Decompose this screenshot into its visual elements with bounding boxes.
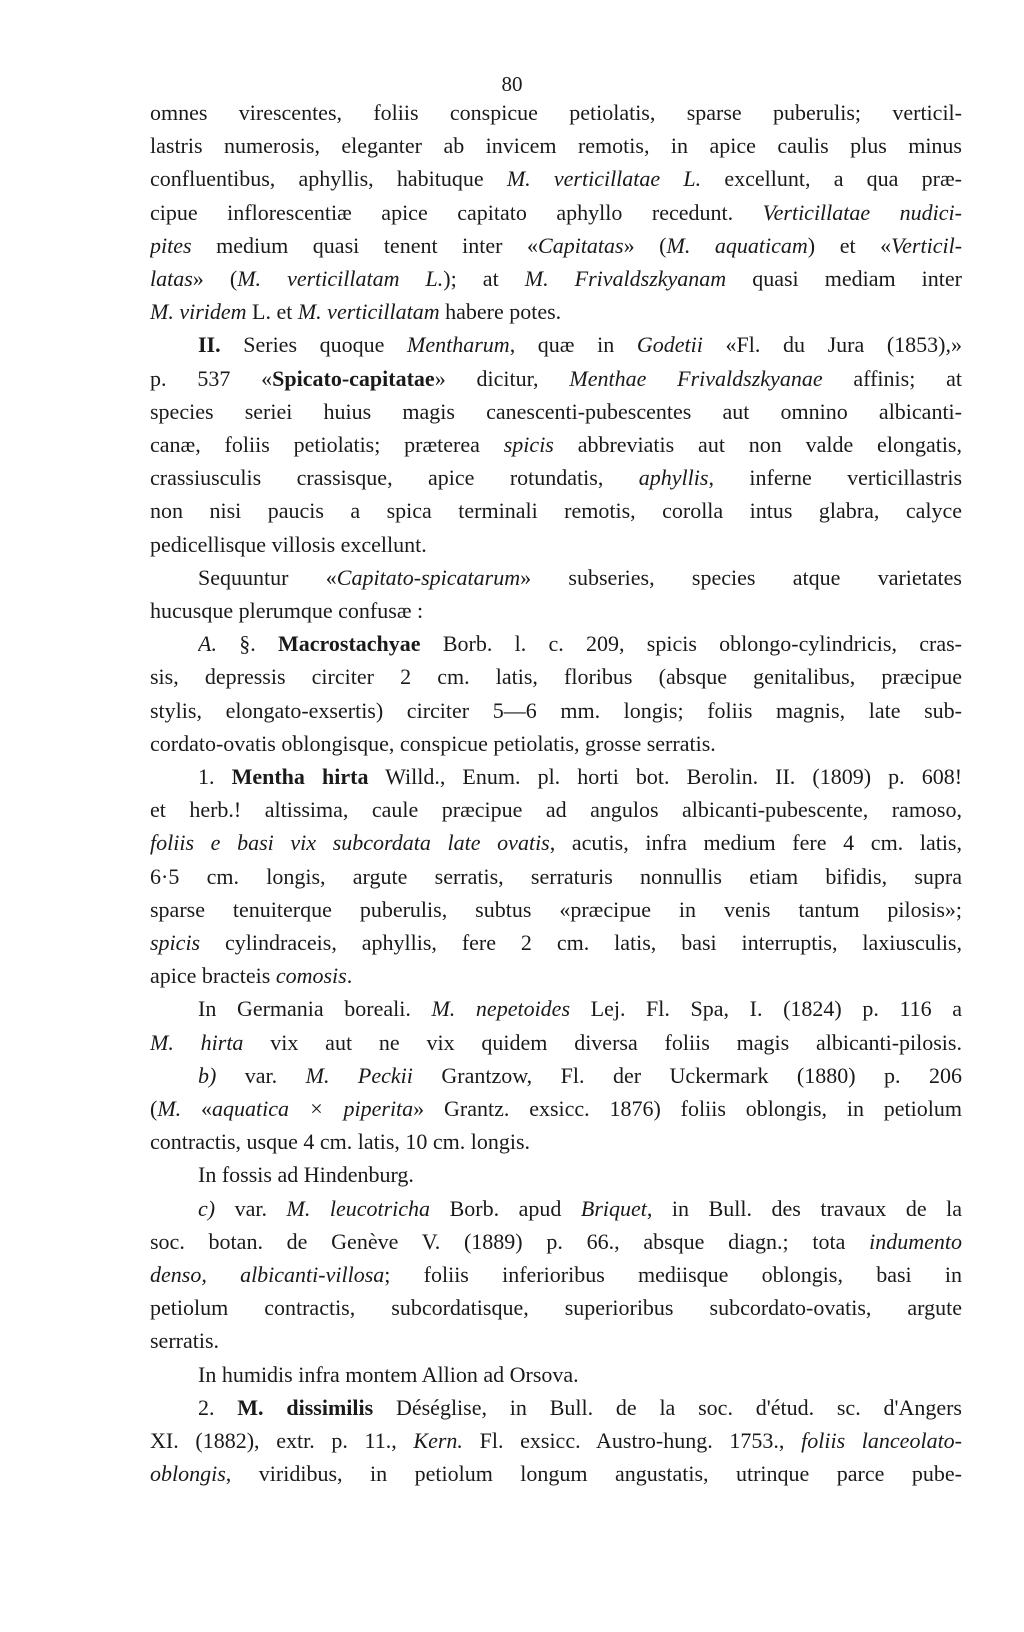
text-line: 2. M. dissimilis Déséglise, in Bull. de la soc. d'étud. sc. d'Angers: [198, 1394, 962, 1420]
text-line: denso, albicanti-villosa; foliis inferioribus mediisque oblongis, basi in: [150, 1262, 962, 1287]
text-line: sparse tenuiterque puberulis, subtus «præcipue in venis tantum pilosis»;: [150, 896, 962, 922]
text-line: A. §. Macrostachyae Borb. l. c. 209, spicis oblongo-cylindricis, cras-: [198, 631, 962, 657]
text-line: omnes virescentes, foliis conspicue petiolatis, sparse puberulis; verticil-: [150, 100, 962, 125]
text-line: In humidis infra montem Allion ad Orsova.: [198, 1361, 579, 1387]
text-line: II. Series quoque Mentharum, quæ in Godetii «Fl. du Jura (1853),»: [198, 332, 962, 358]
text-line: apice bracteis comosis.: [150, 963, 353, 989]
text-line: crassiusculis crassisque, apice rotundatis, aphyllis, inferne verticillastris: [150, 465, 962, 491]
text-line: oblongis, viridibus, in petiolum longum angustatis, utrinque parce pube-: [150, 1461, 962, 1487]
text-line: p. 537 «Spicato-capitatae» dicitur, Menthae Frivaldszkyanae affinis; at: [150, 365, 962, 391]
text-line: latas» (M. verticillatam L.); at M. Frivaldszkyanam quasi mediam inter: [150, 266, 962, 291]
text-line: c) var. M. leucotricha Borb. apud Briquet, in Bull. des travaux de la: [198, 1195, 962, 1221]
text-line: sis, depressis circiter 2 cm. latis, floribus (absque genitalibus, præcipue: [150, 664, 962, 690]
text-line: In Germania boreali. M. nepetoides Lej. Fl. Spa, I. (1824) p. 116 a: [198, 996, 962, 1022]
text-line: non nisi paucis a spica terminali remotis, corolla intus glabra, calyce: [150, 498, 962, 524]
text-line: (M. «aquatica × piperita» Grantz. exsicc. 1876) foliis oblongis, in petiolum: [150, 1096, 962, 1121]
text-line: serratis.: [150, 1328, 220, 1354]
text-line: confluentibus, aphyllis, habituque M. verticillatae L. excellunt, a qua præ-: [150, 166, 962, 192]
text-line: 6·5 cm. longis, argute serratis, serraturis nonnullis etiam bifidis, supra: [150, 863, 962, 889]
text-line: lastris numerosis, eleganter ab invicem remotis, in apice caulis plus minus: [150, 133, 962, 159]
text-line: species seriei huius magis canescenti-pubescentes aut omnino albicanti-: [150, 398, 962, 424]
text-line: hucusque plerumque confusæ :: [150, 598, 424, 623]
text-line: pites medium quasi tenent inter «Capitatas» (M. aquaticam) et «Verticil-: [150, 232, 962, 258]
text-line: M. hirta vix aut ne vix quidem diversa foliis magis albicanti-pilosis.: [150, 1029, 962, 1055]
page-number: 80: [501, 72, 523, 96]
text-line: b) var. M. Peckii Grantzow, Fl. der Uckermark (1880) p. 206: [198, 1062, 962, 1088]
text-line: M. viridem L. et M. verticillatam habere potes.: [150, 299, 562, 325]
text-line: pedicellisque villosis excellunt.: [150, 531, 427, 557]
text-line: soc. botan. de Genève V. (1889) p. 66., absque diagn.; tota indumento: [150, 1228, 962, 1254]
text-line: contractis, usque 4 cm. latis, 10 cm. longis.: [150, 1129, 531, 1155]
text-line: cipue inflorescentiæ apice capitato aphyllo recedunt. Verticillatae nudici-: [150, 199, 962, 225]
text-line: 1. Mentha hirta Willd., Enum. pl. horti bot. Berolin. II. (1809) p. 608!: [198, 764, 962, 789]
text-line: spicis cylindraceis, aphyllis, fere 2 cm. latis, basi interruptis, laxiusculis,: [150, 930, 962, 955]
text-line: XI. (1882), extr. p. 11., Kern. Fl. exsicc. Austro-hung. 1753., foliis lanceolato-: [150, 1428, 962, 1453]
text-line: petiolum contractis, subcordatisque, superioribus subcordato-ovatis, argute: [150, 1295, 962, 1321]
text-line: foliis e basi vix subcordata late ovatis, acutis, infra medium fere 4 cm. latis,: [150, 830, 962, 856]
text-line: cordato-ovatis oblongisque, conspicue petiolatis, grosse serratis.: [150, 730, 716, 756]
text-line: stylis, elongato-exsertis) circiter 5—6 mm. longis; foliis magnis, late sub-: [150, 697, 962, 723]
text-line: Sequuntur «Capitato-spicatarum» subseries, species atque varietates: [198, 564, 962, 590]
text-line: canæ, foliis petiolatis; præterea spicis abbreviatis aut non valde elongatis,: [150, 432, 962, 457]
text-line: et herb.! altissima, caule præcipue ad angulos albicanti-pubescente, ramoso,: [150, 797, 962, 823]
text-line: In fossis ad Hindenburg.: [198, 1162, 414, 1188]
